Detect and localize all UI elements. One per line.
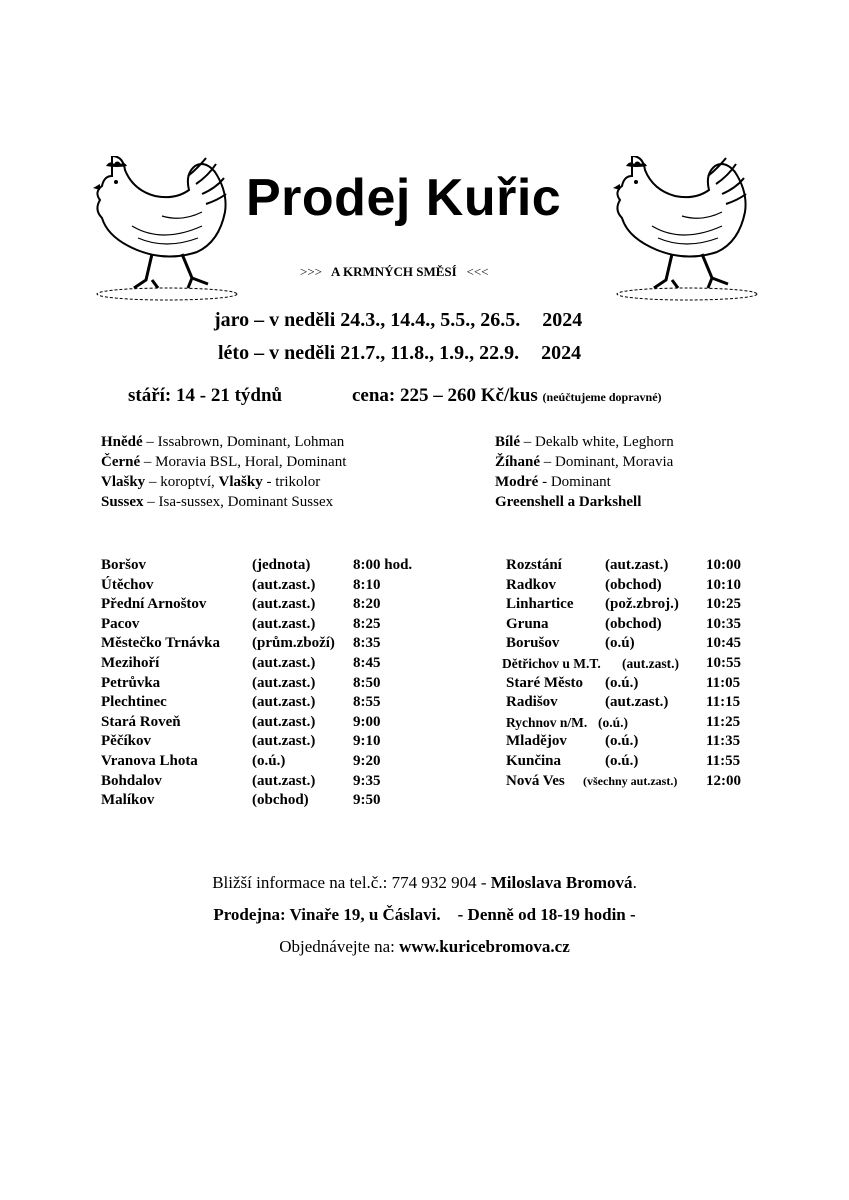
season-summer-text: léto – v neděli 21.7., 11.8., 1.9., 22.9. (218, 342, 520, 364)
footer-order (0, 937, 849, 957)
schedule-row (502, 693, 802, 713)
stop-place: Stará Roveň (101, 713, 181, 730)
breed-item (495, 432, 674, 452)
schedule-row (502, 615, 802, 635)
stop-location: (o.ú.) (605, 674, 639, 691)
season-spring-year: 2024 (542, 309, 583, 331)
hen-left-illustration (92, 156, 242, 306)
stop-location: (aut.zast.) (252, 596, 316, 613)
stop-time: 8:45 (353, 654, 381, 671)
breed-item (101, 432, 346, 452)
breed-name: Vlašky (101, 474, 146, 490)
stop-time: 11:35 (706, 733, 741, 750)
breed-desc: – koroptví, (145, 474, 219, 490)
stop-time: 8:35 (353, 635, 381, 652)
schedule-row (101, 556, 441, 576)
breed-name: Žíhané (495, 454, 541, 470)
stop-place: Petrůvka (101, 674, 161, 691)
stop-place: Gruna (506, 615, 549, 632)
stop-location: (aut.zast.) (252, 694, 316, 711)
stop-location: (aut.zast.) (605, 557, 669, 573)
breed-desc: – Isa-sussex, Dominant Sussex (143, 494, 334, 510)
schedule-row (502, 654, 802, 674)
stop-time: 9:35 (353, 772, 381, 789)
breed-name: Modré (495, 474, 539, 490)
schedule-row (101, 791, 441, 811)
hen-right-illustration (612, 156, 762, 306)
stop-location: (o.ú.) (605, 733, 639, 750)
schedule-row (101, 595, 441, 615)
stop-place: Vranova Lhota (101, 752, 198, 769)
breed-name: Černé (101, 454, 141, 470)
stop-place: Kunčina (506, 752, 562, 769)
season-spring (214, 309, 582, 332)
stop-place: Boršov (101, 557, 146, 573)
schedule-row (502, 556, 802, 576)
schedule-row (101, 772, 441, 792)
schedule-row (502, 772, 802, 792)
stop-place: Bohdalov (101, 772, 162, 789)
footer-shop (0, 905, 849, 925)
stop-time: 9:10 (353, 733, 381, 750)
subtitle (300, 264, 488, 280)
stop-location: (aut.zast.) (252, 733, 316, 750)
schedule-row (502, 713, 802, 733)
stop-time: 8:50 (353, 674, 381, 691)
stop-location: (pož.zbroj.) (605, 596, 679, 613)
breed-name: Vlašky (218, 474, 263, 490)
stop-time: 9:00 (353, 713, 381, 730)
breed-desc: – Dominant, Moravia (540, 454, 674, 470)
page-title: Prodej Kuřic (246, 169, 562, 227)
schedule-row (502, 752, 802, 772)
subtitle-left-arrows: >>> (300, 264, 322, 279)
stop-place: Radkov (506, 576, 557, 593)
stop-location: (jednota) (252, 557, 311, 573)
stop-location: (o.ú.) (605, 752, 639, 769)
breed-desc: – Issabrown, Dominant, Lohman (142, 434, 345, 450)
breed-name: Greenshell a Darkshell (495, 494, 642, 510)
subtitle-right-arrows: <<< (466, 264, 489, 279)
stop-place: Rychnov n/M. (506, 714, 588, 730)
stop-time: 10:55 (706, 654, 741, 671)
season-spring-text: jaro – v neděli 24.3., 14.4., 5.5., 26.5. (214, 309, 521, 331)
stop-location: (o.ú.) (252, 752, 286, 769)
breeds-left (101, 432, 346, 512)
stop-location: (všechny aut.zast.) (583, 773, 678, 788)
schedule-row (101, 634, 441, 654)
stop-location: (obchod) (605, 576, 662, 593)
schedule-row (502, 595, 802, 615)
stop-location: (obchod) (605, 615, 662, 632)
stop-place: Mezihoří (101, 654, 160, 671)
stop-location: (aut.zast.) (252, 615, 316, 632)
schedule-row (502, 732, 802, 752)
season-summer-year: 2024 (541, 342, 582, 364)
stop-time: 10:10 (706, 576, 741, 593)
breed-name: Sussex (101, 494, 144, 510)
breed-desc: – Moravia BSL, Horal, Dominant (140, 454, 347, 470)
breed-desc: – Dekalb white, Leghorn (520, 434, 674, 450)
contact-prefix: Bližší informace na tel.č.: 774 932 904 - (212, 873, 491, 892)
stop-place: Plechtinec (101, 694, 167, 711)
stop-time: 11:25 (706, 713, 741, 730)
price-info (352, 385, 662, 407)
stop-location: (aut.zast.) (252, 654, 316, 671)
schedule-row (101, 654, 441, 674)
shop-hours: - Denně od 18-19 hodin - (457, 905, 636, 924)
stop-place: Městečko Trnávka (101, 635, 221, 652)
stop-time: 8:25 (353, 615, 381, 632)
stop-time: 11:15 (706, 694, 741, 711)
stop-place: Pěčíkov (101, 733, 151, 750)
stop-time: 8:00 hod. (353, 557, 413, 573)
breed-name: Bílé (495, 434, 520, 450)
schedule-row (502, 634, 802, 654)
breed-desc: - Dominant (538, 474, 611, 490)
stop-place: Mladějov (506, 733, 567, 750)
season-summer (218, 342, 581, 365)
breed-item (495, 452, 674, 472)
stop-location: (o.ú.) (598, 714, 628, 730)
subtitle-text: A KRMNÝCH SMĚSÍ (331, 264, 457, 279)
stop-location: (obchod) (252, 792, 309, 809)
stop-time: 10:35 (706, 615, 741, 632)
breed-item (495, 492, 674, 512)
stop-place: Staré Město (506, 674, 584, 691)
stop-location: (prům.zboží) (252, 635, 335, 652)
age-range: stáří: 14 - 21 týdnů (128, 385, 283, 406)
stop-place: Útěchov (101, 576, 154, 593)
schedule-row (101, 674, 441, 694)
contact-name: Miloslava Bromová (490, 873, 633, 892)
stop-place: Radišov (506, 694, 558, 711)
stop-place: Malíkov (101, 792, 155, 809)
schedule-row (502, 674, 802, 694)
schedule-row (101, 752, 441, 772)
schedule-row (101, 576, 441, 596)
stop-location: (o.ú) (605, 635, 635, 652)
schedule-row (101, 615, 441, 635)
breed-item (101, 492, 346, 512)
price-text: cena: 225 – 260 Kč/kus (352, 385, 538, 406)
stop-location: (aut.zast.) (252, 772, 316, 789)
schedule-row (101, 713, 441, 733)
breed-name: Hnědé (101, 434, 143, 450)
stop-location: (aut.zast.) (252, 576, 316, 593)
stop-location: (aut.zast.) (605, 694, 669, 711)
contact-suffix: . (632, 873, 637, 892)
stop-place: Rozstání (506, 557, 562, 573)
stop-time: 11:55 (706, 752, 741, 769)
order-prefix: Objednávejte na: (279, 937, 400, 956)
shop-address: Prodejna: Vinaře 19, u Čáslavi. (213, 905, 441, 924)
footer-contact (0, 873, 849, 893)
schedule-row (502, 576, 802, 596)
schedule-right (502, 556, 802, 791)
stop-location: (aut.zast.) (252, 713, 316, 730)
stop-time: 10:00 (706, 557, 741, 573)
stop-location: (aut.zast.) (252, 674, 316, 691)
stop-time: 10:25 (706, 596, 741, 613)
stop-time: 8:10 (353, 576, 381, 593)
stop-place: Přední Arnoštov (101, 596, 207, 613)
breeds-right (495, 432, 674, 512)
price-note: (neúčtujeme dopravné) (542, 390, 662, 404)
stop-location: (aut.zast.) (622, 655, 679, 671)
stop-place: Borušov (506, 635, 560, 652)
stop-place: Dětřichov u M.T. (502, 655, 601, 671)
order-link[interactable]: www.kuricebromova.cz (399, 937, 570, 956)
schedule-row (101, 693, 441, 713)
breed-item (101, 452, 346, 472)
stop-place: Linhartice (506, 596, 574, 613)
schedule-row (101, 732, 441, 752)
stop-time: 9:50 (353, 792, 381, 809)
stop-time: 12:00 (706, 772, 741, 789)
schedule-left (101, 556, 441, 811)
breed-item (101, 472, 346, 492)
breed-item (495, 472, 674, 492)
stop-time: 11:05 (706, 674, 741, 691)
stop-time: 8:55 (353, 694, 381, 711)
stop-time: 10:45 (706, 635, 741, 652)
stop-time: 9:20 (353, 752, 381, 769)
breed-desc: - trikolor (262, 474, 321, 490)
stop-time: 8:20 (353, 596, 381, 613)
stop-place: Pacov (101, 615, 140, 632)
stop-place: Nová Ves (506, 772, 565, 789)
